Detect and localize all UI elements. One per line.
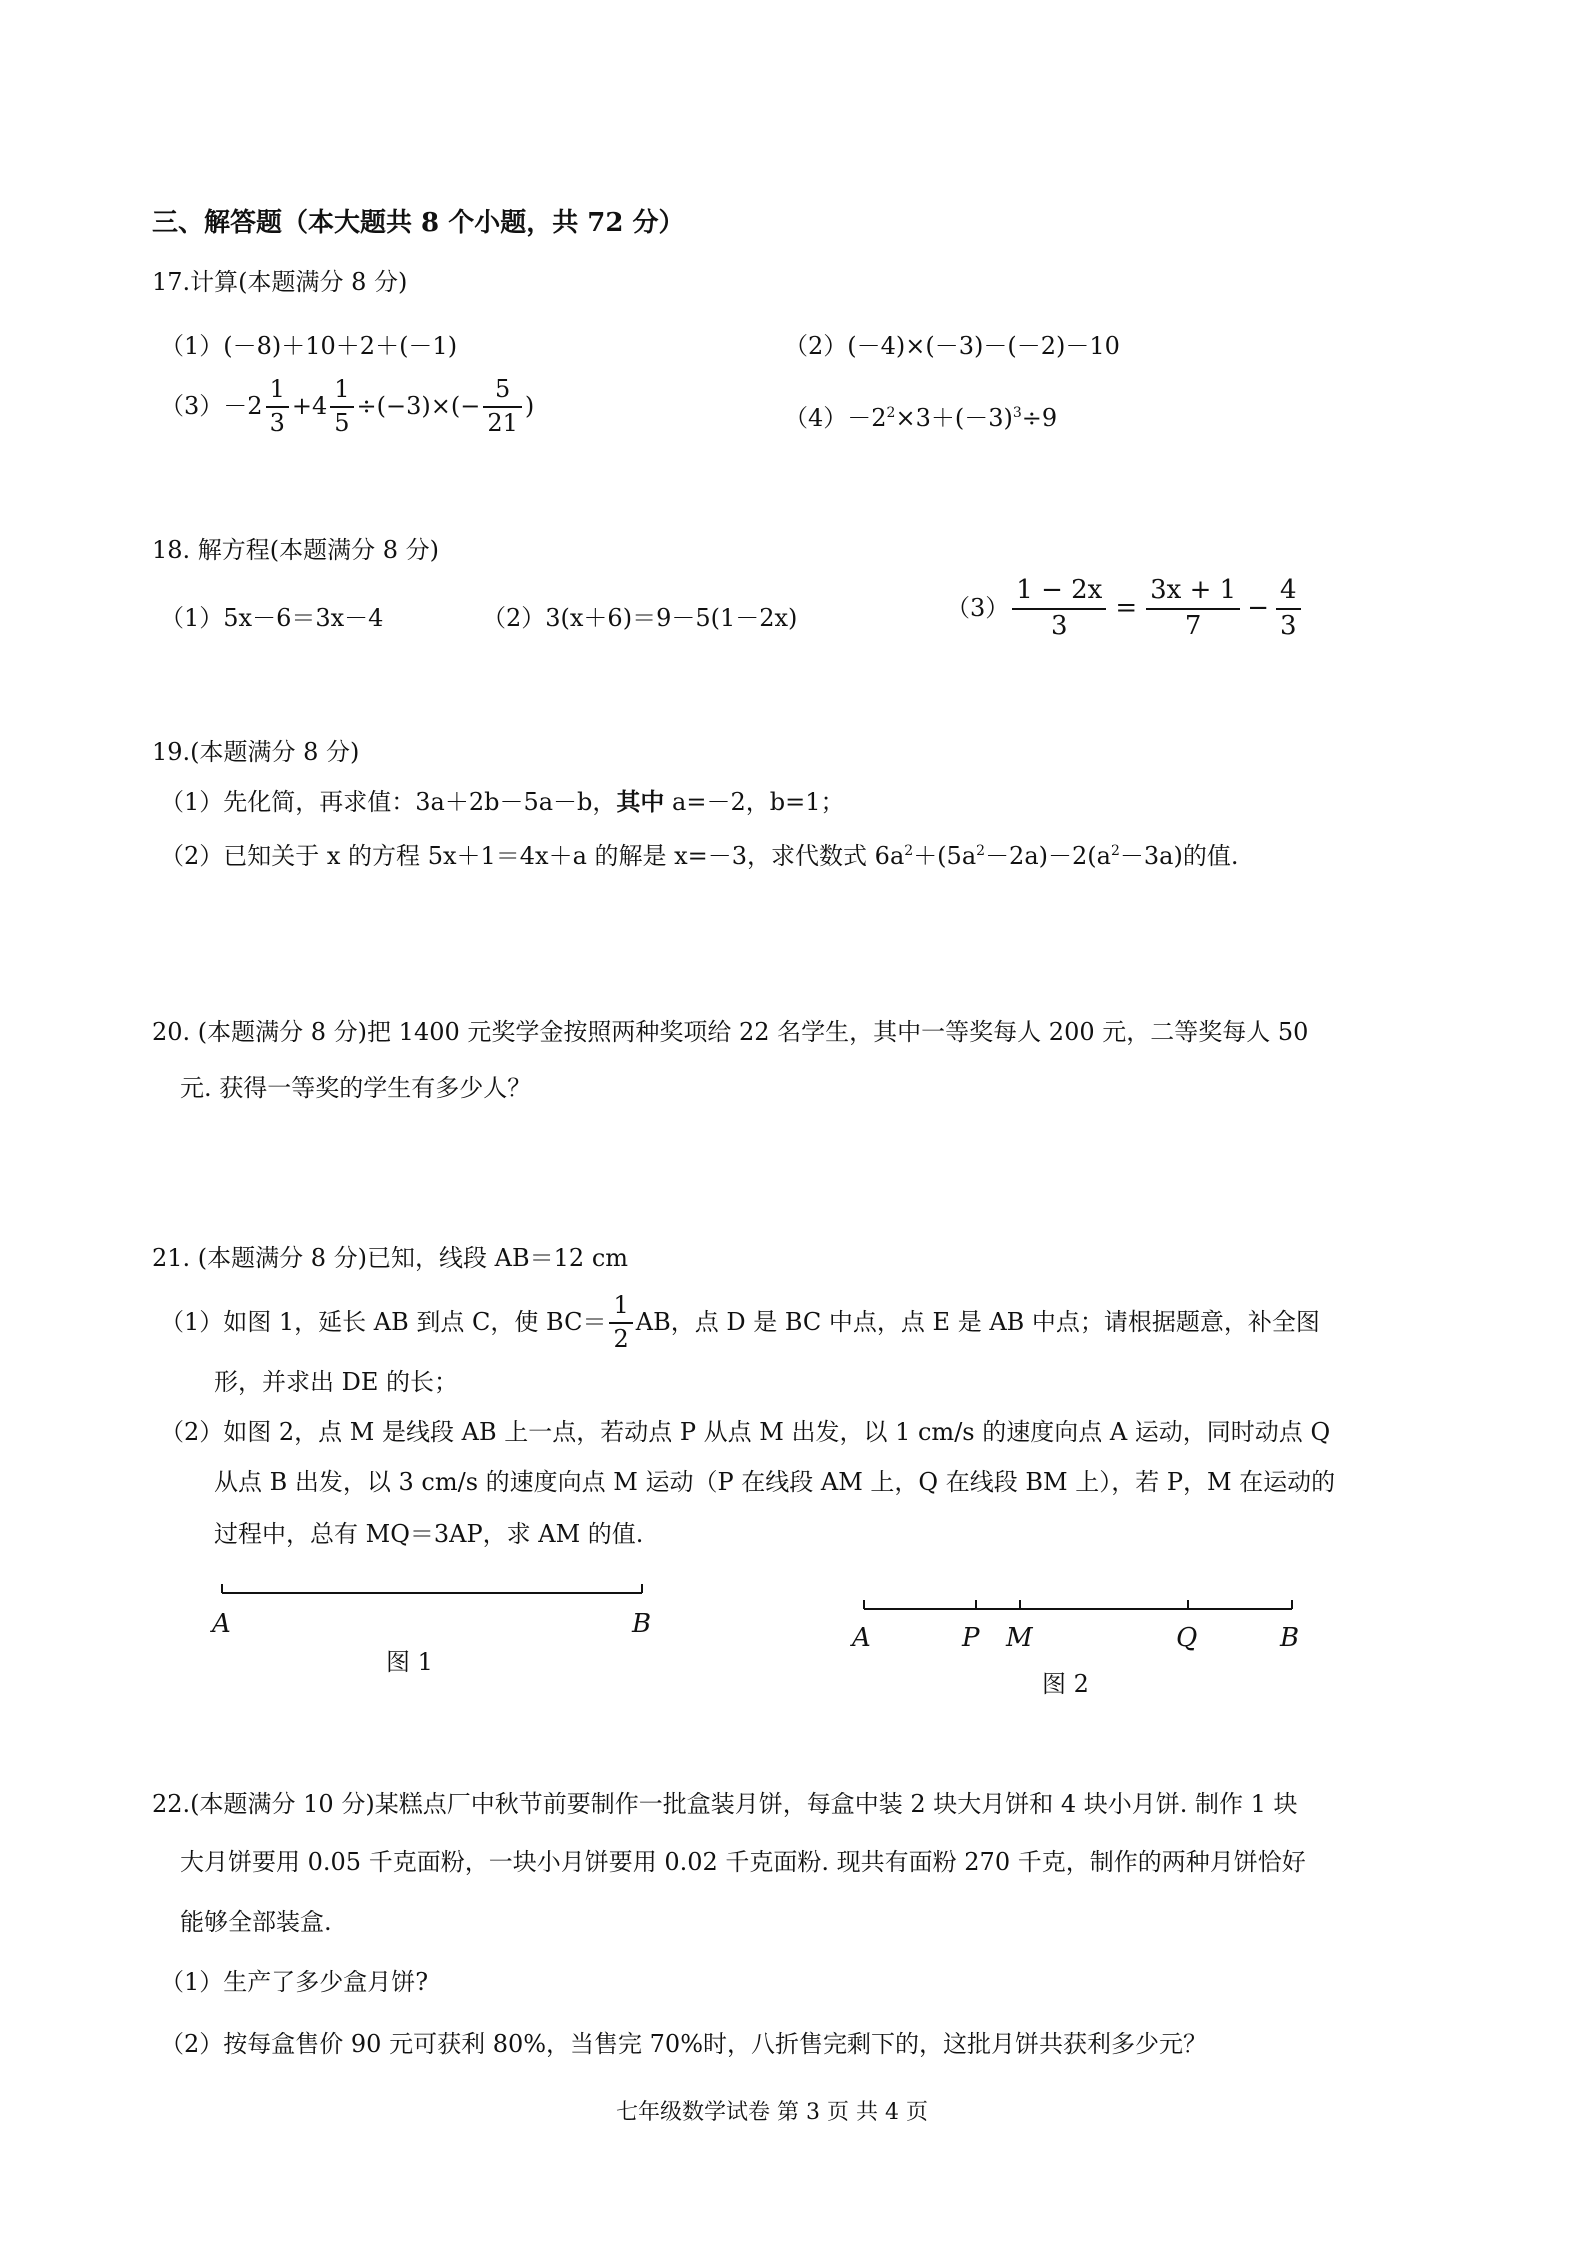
fraction: $\frac{4}{3}$ — [1276, 576, 1301, 642]
fraction: $\frac{5}{21}$ — [483, 376, 522, 437]
q17-part1: （1）(－8)＋10＋2＋(－1) — [160, 332, 458, 360]
q17-part2: （2）(－4)×(－3)－(－2)－10 — [784, 332, 1120, 360]
fraction: $\frac{1 - 2x}{3}$ — [1012, 576, 1106, 642]
label-b: B — [1280, 1623, 1300, 1653]
q21-part2-line1: （2）如图 2，点 M 是线段 AB 上一点，若动点 P 从点 M 出发，以 1 cm/s 的速度向点 A 运动，同时动点 Q — [160, 1418, 1331, 1446]
label-a: A — [852, 1623, 871, 1653]
q17-part3: （3） －2 $\frac{1}{3}$ +4 $\frac{1}{5}$ ÷(−3)×(− $\frac{5}{21}$ ) — [160, 375, 535, 437]
q19-part2: （2）已知关于 x 的方程 5x＋1＝4x＋a 的解是 x=－3，求代数式 $6a^2+(5a^2-2a)-2(a^2-3a)$的值. — [160, 842, 1239, 870]
figure-2 — [840, 1590, 1320, 1670]
q22-part2: （2）按每盒售价 90 元可获利 80%，当售完 70%时，八折售完剩下的，这批月饼共获利多少元？ — [160, 2030, 1208, 2058]
q22-line1: 22.(本题满分 10 分)某糕点厂中秋节前要制作一批盒装月饼，每盒中装 2 块大月饼和 4 块小月饼. 制作 1 块 — [152, 1790, 1298, 1818]
q19-heading: 19.(本题满分 8 分) — [152, 738, 360, 766]
q18-part1: （1）5x－6＝3x－4 — [160, 604, 384, 632]
fraction: $\frac{3x + 1}{7}$ — [1146, 576, 1240, 642]
q20-line1: 20. (本题满分 8 分)把 1400 元奖学金按照两种奖项给 22 名学生，其中一等奖每人 200 元，二等奖每人 50 — [152, 1018, 1309, 1046]
figure-1 — [200, 1580, 680, 1690]
q21-part1-line2: 形，并求出 DE 的长； — [214, 1368, 459, 1396]
figure-1-caption: 图 1 — [386, 1648, 433, 1676]
q19-part1: （1）先化简，再求值：3a＋2b－5a－b，其中 a=－2，b=1； — [160, 787, 845, 816]
q22-line2: 大月饼要用 0.05 千克面粉，一块小月饼要用 0.02 千克面粉. 现共有面粉 270 千克，制作的两种月饼恰好 — [180, 1848, 1306, 1876]
q21-part2-line2: 从点 B 出发，以 3 cm/s 的速度向点 M 运动（P 在线段 AM 上，Q 在线段 BM 上），若 P，M 在运动的 — [214, 1468, 1336, 1496]
q21-heading: 21. (本题满分 8 分)已知，线段 AB＝12 cm — [152, 1244, 629, 1272]
q20-line2: 元. 获得一等奖的学生有多少人？ — [180, 1074, 532, 1102]
label-q: Q — [1176, 1623, 1198, 1653]
label-p: P — [962, 1623, 980, 1653]
label-m: M — [1006, 1623, 1033, 1653]
label-a: A — [212, 1609, 231, 1639]
section-title: 三、解答题（本大题共 8 个小题，共 72 分） — [152, 208, 685, 238]
fraction: $\frac{1}{2}$ — [609, 1292, 632, 1353]
page-footer: 七年级数学试卷 第 3 页 共 4 页 — [616, 2100, 928, 2125]
figure-2-caption: 图 2 — [1042, 1670, 1089, 1698]
q22-part1: （1）生产了多少盒月饼? — [160, 1968, 429, 1996]
q21-part1-line1: （1）如图 1，延长 AB 到点 C，使 BC＝ $\frac{1}{2}$ AB，点 D 是 BC 中点，点 E 是 AB 中点；请根据题意，补全图 — [160, 1291, 1320, 1353]
q22-line3: 能够全部装盒. — [180, 1908, 332, 1936]
q17-heading: 17.计算(本题满分 8 分) — [152, 268, 408, 296]
q18-part2: （2）3(x＋6)＝9－5(1－2x) — [482, 604, 798, 632]
q18-part3: （3） $\frac{1 - 2x}{3}$ = $\frac{3x + 1}{7}$ − $\frac{4}{3}$ — [946, 576, 1304, 642]
q21-part2-line3: 过程中，总有 MQ＝3AP，求 AM 的值. — [214, 1520, 644, 1548]
q18-heading: 18. 解方程(本题满分 8 分) — [152, 536, 440, 564]
fraction: $\frac{1}{5}$ — [330, 376, 353, 437]
label-b: B — [632, 1609, 652, 1639]
q17-part4: $(4)-2^2\times 3+(-3)^3\div 9$ — [784, 404, 1058, 432]
fraction: $\frac{1}{3}$ — [266, 376, 289, 437]
